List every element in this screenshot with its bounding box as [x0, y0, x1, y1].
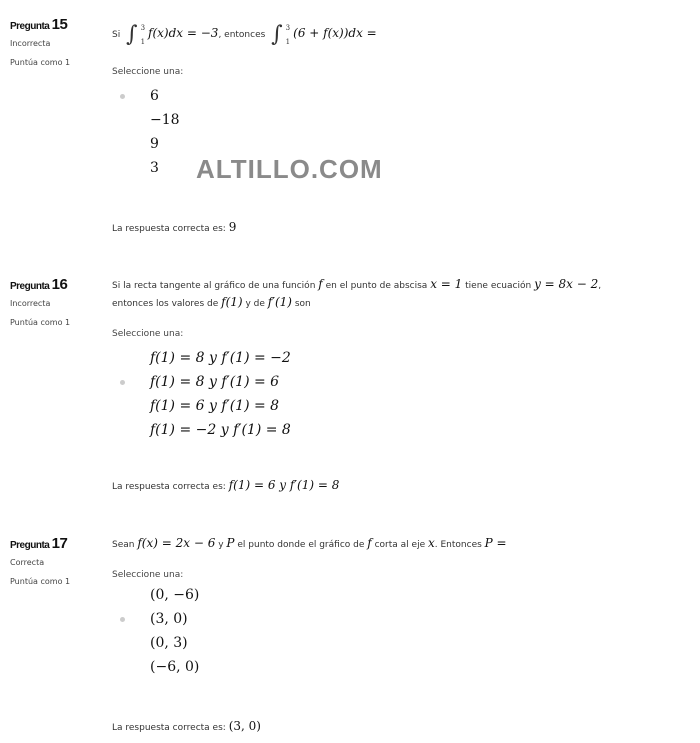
options-list: [112, 346, 682, 442]
upper-limit: 3: [285, 23, 291, 32]
math: f′(1): [267, 295, 292, 309]
math: (6 + f(x))dx =: [293, 26, 377, 40]
option-label: (−6, 0): [150, 659, 200, 675]
option-label: (0, −6): [150, 587, 200, 603]
question-text: [112, 16, 682, 50]
correct-answer: [112, 478, 339, 492]
math: f(x) = 2x − 6: [137, 536, 216, 550]
text: tiene ecuación: [465, 281, 532, 291]
question-state: Incorrecta: [10, 39, 51, 48]
option-label: −18: [150, 112, 180, 128]
select-label: Seleccione una:: [112, 570, 184, 580]
integral-limits: [286, 21, 290, 49]
math: f(x)dx = −3: [148, 26, 219, 40]
question-info: [10, 276, 100, 327]
option[interactable]: [112, 607, 682, 631]
text: ,: [598, 281, 602, 291]
option-label: 3: [150, 160, 159, 176]
text: . Entonces: [434, 540, 482, 550]
radio-selected[interactable]: [120, 94, 125, 99]
text: y de: [245, 299, 265, 309]
answer-value: f(1) = 6 y f′(1) = 8: [228, 478, 340, 492]
question-content: [112, 276, 682, 442]
upper-limit: 3: [140, 23, 146, 32]
question-grade: Puntúa como 1: [10, 318, 71, 327]
question-number: [10, 535, 100, 552]
answer-value: (3, 0): [228, 719, 261, 733]
option[interactable]: [112, 394, 682, 418]
option[interactable]: [112, 132, 682, 156]
math: x: [427, 536, 435, 550]
math: P =: [484, 536, 507, 550]
text: Si: [112, 30, 121, 40]
options-list: [112, 583, 682, 679]
option-label: f(1) = 8 y f′(1) = 6: [150, 374, 280, 390]
integral-sign: ∫: [126, 21, 138, 47]
select-label: Seleccione una:: [112, 329, 184, 339]
math: P: [226, 536, 235, 550]
math: f: [318, 277, 323, 291]
option-label: (0, 3): [150, 635, 188, 651]
math: f: [367, 536, 372, 550]
lower-limit: 1: [285, 37, 291, 46]
text: en el punto de abscisa: [325, 281, 428, 291]
correct-answer: [112, 220, 236, 234]
option[interactable]: [112, 84, 682, 108]
option-label: 6: [150, 88, 159, 104]
answer-prefix: La respuesta correcta es:: [112, 723, 226, 733]
radio-selected[interactable]: [120, 617, 125, 622]
option[interactable]: [112, 583, 682, 607]
question-number: [10, 276, 100, 293]
text: el punto donde el gráfico de: [237, 540, 365, 550]
answer-prefix: La respuesta correcta es:: [112, 482, 226, 492]
text: son: [294, 299, 311, 309]
answer-prefix: La respuesta correcta es:: [112, 224, 226, 234]
question-grade: Puntúa como 1: [10, 58, 71, 67]
question-info: [10, 535, 100, 586]
integral-limits: [141, 21, 145, 49]
question-text: [112, 535, 682, 553]
text: entonces los valores de: [112, 299, 219, 309]
math: x = 1: [430, 277, 463, 291]
select-label: Seleccione una:: [112, 67, 184, 77]
question-number-value: 16: [51, 276, 68, 293]
question-state: Correcta: [10, 558, 45, 567]
option-label: f(1) = 6 y f′(1) = 8: [150, 398, 280, 414]
question-text: [112, 276, 682, 312]
text: Sean: [112, 540, 135, 550]
text: , entonces: [218, 30, 266, 40]
option[interactable]: [112, 418, 682, 442]
answer-value: 9: [228, 220, 237, 234]
option[interactable]: [112, 655, 682, 679]
correct-answer: [112, 719, 261, 733]
math: y = 8x − 2: [534, 277, 599, 291]
option-label: 9: [150, 136, 159, 152]
integral-sign: ∫: [271, 21, 283, 47]
radio-selected[interactable]: [120, 380, 125, 385]
question-label: Pregunta: [10, 281, 50, 292]
question-number-value: 15: [51, 16, 68, 33]
question-number-value: 17: [51, 535, 68, 552]
question-label: Pregunta: [10, 21, 50, 32]
question-number: [10, 16, 100, 33]
option-label: f(1) = 8 y f′(1) = −2: [150, 350, 291, 366]
question-grade: Puntúa como 1: [10, 577, 71, 586]
lower-limit: 1: [140, 37, 146, 46]
question-state: Incorrecta: [10, 299, 51, 308]
question-info: [10, 16, 100, 67]
option[interactable]: [112, 346, 682, 370]
option[interactable]: [112, 370, 682, 394]
option-label: f(1) = −2 y f′(1) = 8: [150, 422, 291, 438]
option[interactable]: [112, 631, 682, 655]
text: corta al eje: [374, 540, 426, 550]
math: f(1): [221, 295, 243, 309]
option[interactable]: [112, 108, 682, 132]
watermark: ALTILLO.COM: [196, 154, 383, 184]
question-label: Pregunta: [10, 540, 50, 551]
question-content: [112, 535, 682, 679]
text: Si la recta tangente al gráfico de una función: [112, 281, 316, 291]
text: y: [218, 540, 224, 550]
option-label: (3, 0): [150, 611, 188, 627]
